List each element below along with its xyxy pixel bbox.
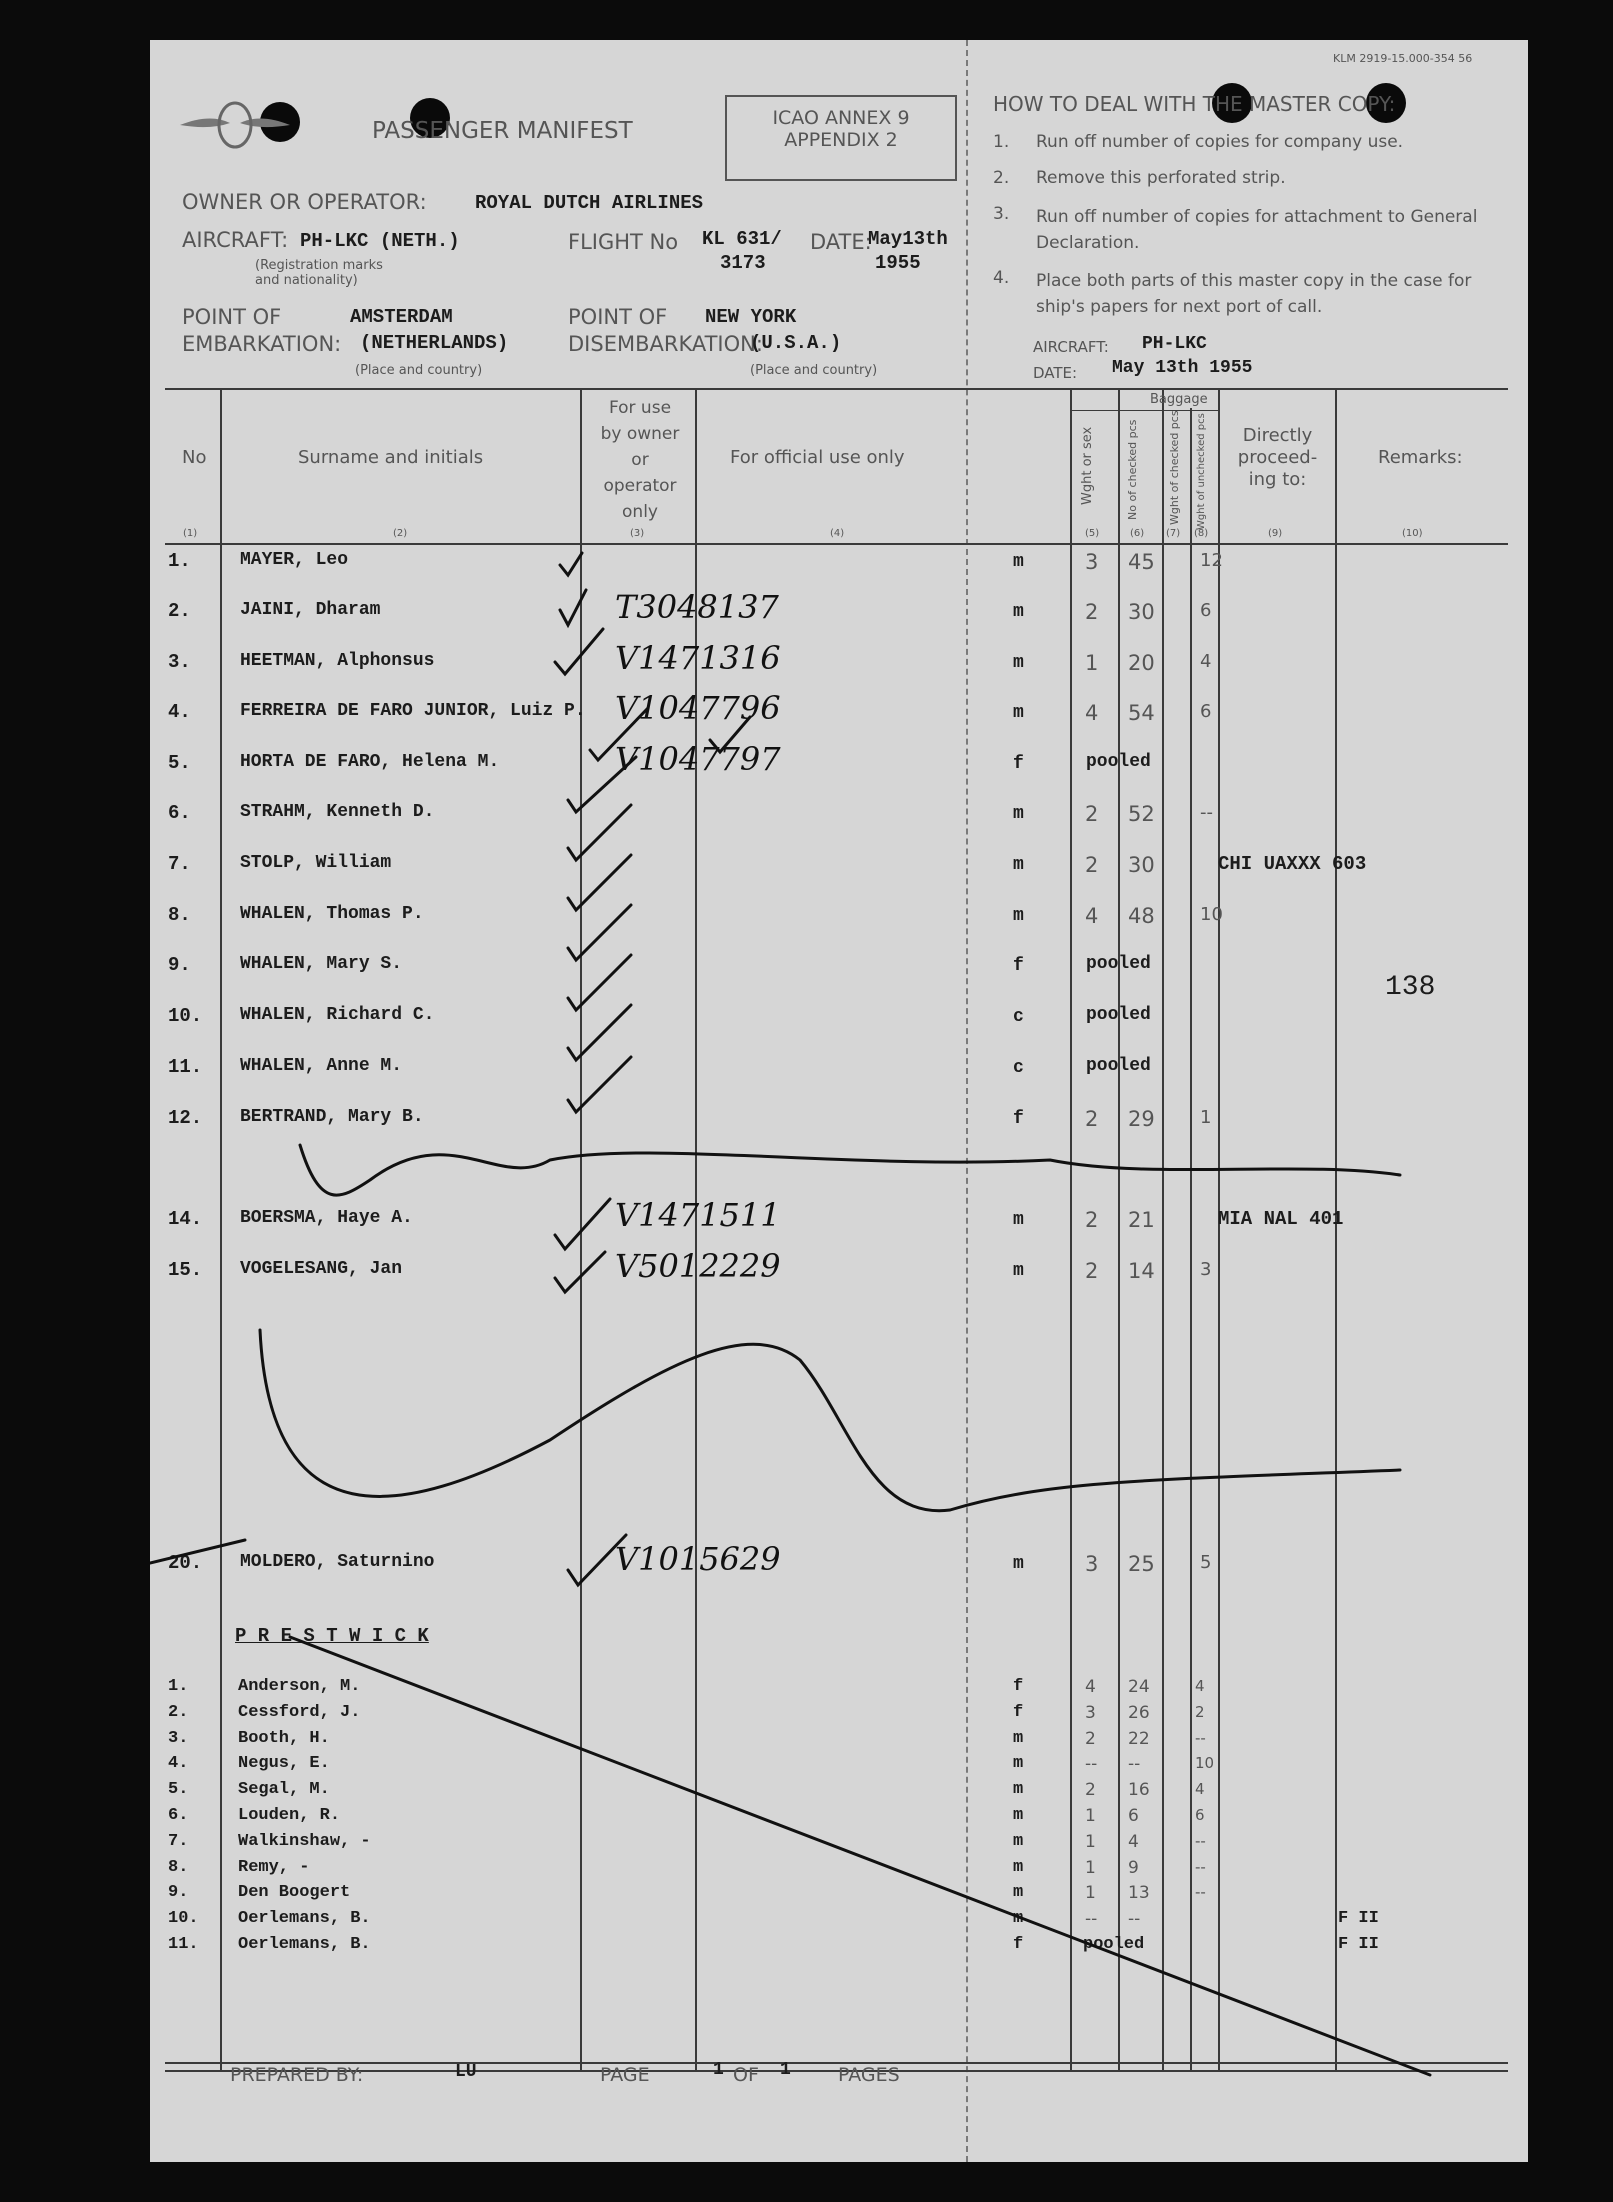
unchecked-weight: 3: [1200, 1259, 1212, 1280]
check-mark-icon: [568, 1535, 626, 1585]
unchecked-weight: 4: [1195, 1780, 1205, 1798]
instruction-num-2: 2.: [993, 168, 1010, 188]
icao-line-2: APPENDIX 2: [784, 129, 898, 151]
col-header-remarks: Remarks:: [1378, 447, 1463, 468]
check-mark-icon: [560, 553, 582, 575]
form-title: PASSENGER MANIFEST: [372, 118, 633, 144]
flight-value: KL 631/: [702, 228, 782, 250]
unchecked-weight: 1: [1200, 1107, 1212, 1128]
check-mark-icon: [568, 955, 631, 1010]
instruction-text-4: Place both parts of this master copy in the case for ship's papers for next port of call.: [1036, 271, 1472, 317]
prepared-by-label: PREPARED BY:: [230, 2064, 364, 2086]
sex-code: m: [1013, 1858, 1024, 1877]
passenger-name: JAINI, Dharam: [240, 600, 381, 620]
owner-use-line: by owner: [600, 424, 680, 444]
embark-label-2: EMBARKATION:: [182, 332, 342, 356]
checked-pieces: 2: [1085, 853, 1099, 877]
col-num: (9): [1268, 528, 1283, 539]
disembark-value-2: (U.S.A.): [750, 332, 842, 354]
checked-pieces: --: [1085, 1909, 1098, 1929]
page-number: 1: [713, 2060, 724, 2080]
sex-code: m: [1013, 552, 1024, 572]
baggage-pooled: pooled: [1086, 1056, 1151, 1076]
check-mark-icon: [710, 717, 750, 752]
col-num: (10): [1402, 528, 1423, 539]
checked-weight: 20: [1128, 651, 1155, 675]
checked-pieces: --: [1085, 1754, 1098, 1774]
checked-weight: 22: [1128, 1729, 1150, 1749]
row-number: 11.: [168, 1935, 199, 1954]
passport-number-handwritten: V1471316: [615, 639, 781, 677]
col-header-checked-wght: Wght of checked pcs: [1168, 410, 1181, 525]
passenger-name: FERREIRA DE FARO JUNIOR, Luiz P.: [240, 701, 586, 721]
col-header-surname: Surname and initials: [298, 447, 484, 468]
passenger-name: MAYER, Leo: [240, 550, 349, 570]
passenger-name: Remy, -: [238, 1858, 310, 1877]
row-number: 6.: [168, 1806, 189, 1825]
disembark-label-1: POINT OF: [568, 305, 668, 329]
unchecked-weight: 5: [1200, 1552, 1212, 1573]
passenger-name: BERTRAND, Mary B.: [240, 1107, 424, 1127]
checked-weight: 14: [1128, 1259, 1155, 1283]
remarks-value: F II: [1338, 1935, 1379, 1954]
check-mark-icon: [568, 757, 636, 812]
row-number: 10.: [168, 1909, 199, 1928]
checked-weight: --: [1128, 1754, 1141, 1774]
checked-pieces: 1: [1085, 1832, 1096, 1852]
ink-strokes: [150, 40, 1528, 2162]
strip-date-label: DATE:: [1033, 364, 1078, 382]
sex-code: m: [1013, 1806, 1024, 1825]
prepared-by-value: LU: [455, 2062, 477, 2082]
row-number: 20.: [168, 1552, 203, 1574]
sex-code: f: [1013, 1677, 1024, 1696]
sex-code: f: [1013, 754, 1024, 774]
unchecked-weight: 12: [1200, 550, 1223, 571]
row-number: 1.: [168, 550, 191, 572]
row-number: 10.: [168, 1005, 203, 1027]
unchecked-weight: 10: [1200, 904, 1223, 925]
passenger-name: MOLDERO, Saturnino: [240, 1552, 435, 1572]
checked-weight: 25: [1128, 1552, 1155, 1576]
sex-code: c: [1013, 1007, 1024, 1027]
prestwick-heading: P R E S T W I C K: [235, 1625, 429, 1647]
checked-pieces: 2: [1085, 1208, 1099, 1232]
instruction-num-1: 1.: [993, 132, 1010, 152]
sex-code: m: [1013, 602, 1024, 622]
checked-weight: 29: [1128, 1107, 1155, 1131]
baggage-pooled: pooled: [1086, 954, 1151, 974]
sex-code: m: [1013, 653, 1024, 673]
sex-code: m: [1013, 1729, 1024, 1748]
passenger-name: WHALEN, Mary S.: [240, 954, 403, 974]
strip-aircraft-value: PH-LKC: [1142, 334, 1207, 354]
baggage-pooled: pooled: [1086, 1005, 1151, 1025]
passenger-name: Cessford, J.: [238, 1703, 361, 1722]
row-number: 9.: [168, 954, 191, 976]
col-header-checked-pcs: No of checked pcs: [1126, 419, 1139, 520]
checked-weight: 54: [1128, 701, 1155, 725]
checked-pieces: 3: [1085, 1703, 1096, 1723]
passenger-name: STRAHM, Kenneth D.: [240, 802, 435, 822]
passenger-name: WHALEN, Richard C.: [240, 1005, 435, 1025]
sex-code: m: [1013, 1261, 1024, 1281]
row-number: 5.: [168, 752, 191, 774]
embark-place-note: (Place and country): [355, 363, 483, 378]
direct-destination: MIA NAL 401: [1218, 1208, 1344, 1230]
instruction-text-2: Remove this perforated strip.: [1036, 168, 1286, 188]
strip-aircraft-label: AIRCRAFT:: [1033, 338, 1109, 356]
unchecked-weight: 2: [1195, 1703, 1205, 1721]
row-number: 12.: [168, 1107, 203, 1129]
sex-code: m: [1013, 703, 1024, 723]
cancel-line: [290, 1637, 1430, 2075]
checked-pieces: 2: [1085, 1780, 1096, 1800]
check-mark-icon: [555, 1252, 605, 1292]
sex-code: m: [1013, 1780, 1024, 1799]
unchecked-weight: 6: [1200, 701, 1212, 722]
sex-code: f: [1013, 1703, 1024, 1722]
col-header-official: For official use only: [730, 447, 905, 468]
instruction-num-4: 4.: [993, 268, 1010, 288]
passenger-name: VOGELESANG, Jan: [240, 1259, 403, 1279]
checked-weight: 21: [1128, 1208, 1155, 1232]
check-mark-icon: [568, 855, 631, 910]
passenger-name: Booth, H.: [238, 1729, 330, 1748]
direct-destination: CHI UAXXX 603: [1218, 853, 1367, 875]
passport-number-handwritten: T3048137: [615, 588, 779, 626]
baggage-pooled: pooled: [1086, 752, 1151, 772]
passenger-name: Oerlemans, B.: [238, 1909, 371, 1928]
row-number: 7.: [168, 853, 191, 875]
checked-weight: 48: [1128, 904, 1155, 928]
passenger-name: Louden, R.: [238, 1806, 341, 1825]
directly-line: proceed-: [1237, 447, 1318, 468]
form-reference-number: KLM 2919-15.000-354 56: [1333, 52, 1473, 65]
checked-weight: 16: [1128, 1780, 1150, 1800]
check-mark-icon: [568, 805, 631, 860]
passport-number-handwritten: V1015629: [615, 1540, 781, 1578]
sex-code: m: [1013, 1832, 1024, 1851]
passenger-name: WHALEN, Thomas P.: [240, 904, 424, 924]
owner-use-line: operator: [603, 476, 677, 496]
row-number: 2.: [168, 1703, 189, 1722]
passenger-name: HEETMAN, Alphonsus: [240, 651, 435, 671]
icao-line-1: ICAO ANNEX 9: [772, 107, 910, 129]
checked-pieces: 2: [1085, 600, 1099, 624]
row-number: 14.: [168, 1208, 203, 1230]
cancel-line: [260, 1330, 1400, 1511]
passenger-name: WHALEN, Anne M.: [240, 1056, 403, 1076]
sex-code: m: [1013, 1909, 1024, 1928]
pages-label: PAGES: [838, 2064, 900, 2086]
checked-pieces: 2: [1085, 1729, 1096, 1749]
unchecked-weight: 10: [1195, 1754, 1215, 1772]
passenger-name: Negus, E.: [238, 1754, 330, 1773]
col-num: (5): [1085, 528, 1100, 539]
col-header-no: No: [182, 447, 207, 468]
sex-code: m: [1013, 906, 1024, 926]
row-number: 15.: [168, 1259, 203, 1281]
unchecked-weight: 4: [1195, 1677, 1205, 1695]
unchecked-weight: --: [1195, 1883, 1206, 1901]
checked-weight: 24: [1128, 1677, 1150, 1697]
instruction-text-1: Run off number of copies for company use.: [1036, 132, 1404, 152]
check-mark-icon: [555, 1199, 610, 1249]
check-mark-icon: [568, 905, 631, 960]
row-number: 4.: [168, 701, 191, 723]
instructions-title: HOW TO DEAL WITH THE MASTER COPY:: [993, 92, 1396, 116]
row-number: 11.: [168, 1056, 203, 1078]
col-header-unchecked-wght: Wght of unchecked pcs: [1196, 413, 1207, 530]
checked-pieces: 4: [1085, 701, 1099, 725]
col-num: (8): [1194, 528, 1209, 539]
row-number: 7.: [168, 1832, 189, 1851]
sex-code: m: [1013, 1554, 1024, 1574]
owner-label: OWNER OR OPERATOR:: [182, 190, 427, 214]
embark-value-1: AMSTERDAM: [350, 306, 453, 328]
checked-weight: 13: [1128, 1883, 1150, 1903]
col-num: (7): [1166, 528, 1181, 539]
sex-code: c: [1013, 1058, 1024, 1078]
disembark-place-note: (Place and country): [750, 363, 878, 378]
passenger-name: Oerlemans, B.: [238, 1935, 371, 1954]
cancel-line: [150, 1540, 245, 1563]
col-num: (6): [1130, 528, 1145, 539]
unchecked-weight: --: [1200, 802, 1213, 823]
disembark-value-1: NEW YORK: [705, 306, 797, 328]
remarks-annotation: 138: [1385, 972, 1436, 1003]
checked-pieces: 3: [1085, 550, 1099, 574]
directly-line: Directly: [1242, 425, 1313, 446]
checked-pieces: 4: [1085, 1677, 1096, 1697]
checked-weight: 30: [1128, 853, 1155, 877]
col-num: (1): [183, 528, 198, 539]
unchecked-weight: --: [1195, 1858, 1206, 1876]
sex-code: f: [1013, 1935, 1024, 1954]
sex-code: m: [1013, 855, 1024, 875]
cancel-line: [300, 1145, 1400, 1195]
instruction-num-3: 3.: [993, 204, 1010, 224]
flight-value-2: 3173: [720, 252, 766, 274]
owner-use-line: only: [622, 502, 658, 522]
row-number: 4.: [168, 1754, 189, 1773]
unchecked-weight: --: [1195, 1729, 1206, 1747]
checked-pieces: 4: [1085, 904, 1099, 928]
checked-weight: 30: [1128, 600, 1155, 624]
checked-weight: 4: [1128, 1832, 1139, 1852]
remarks-value: F II: [1338, 1909, 1379, 1928]
checked-weight: 26: [1128, 1703, 1150, 1723]
unchecked-weight: 6: [1195, 1806, 1205, 1824]
passenger-name: BOERSMA, Haye A.: [240, 1208, 413, 1228]
checked-weight: 9: [1128, 1858, 1139, 1878]
unchecked-weight: 4: [1200, 651, 1212, 672]
aircraft-label: AIRCRAFT:: [182, 228, 289, 252]
check-mark-icon: [555, 629, 603, 674]
col-num: (4): [830, 528, 845, 539]
checked-pieces: 1: [1085, 651, 1099, 675]
check-mark-icon: [568, 1005, 631, 1060]
unchecked-weight: 6: [1200, 600, 1212, 621]
checked-pieces: 3: [1085, 1552, 1099, 1576]
passenger-name: HORTA DE FARO, Helena M.: [240, 752, 500, 772]
manifest-sheet: [150, 40, 1528, 2162]
aircraft-value: PH-LKC (NETH.): [300, 230, 460, 252]
page-label: PAGE: [600, 2064, 650, 2086]
col-num: (2): [393, 528, 408, 539]
col-header-weight-sex: Wght or sex: [1080, 426, 1095, 505]
passport-number-handwritten: V1471511: [615, 1196, 781, 1234]
owner-use-line: or: [631, 450, 649, 470]
date-value-2: 1955: [875, 252, 921, 274]
passenger-name: Anderson, M.: [238, 1677, 361, 1696]
owner-use-line: For use: [608, 398, 672, 418]
checked-weight: 6: [1128, 1806, 1139, 1826]
row-number: 1.: [168, 1677, 189, 1696]
check-mark-icon: [560, 590, 586, 625]
flight-label: FLIGHT No: [568, 230, 679, 254]
sex-code: m: [1013, 1210, 1024, 1230]
disembark-label-2: DISEMBARKATION:: [568, 332, 763, 356]
passenger-name: STOLP, William: [240, 853, 392, 873]
baggage-pooled: pooled: [1083, 1935, 1145, 1954]
passenger-name: Den Boogert: [238, 1883, 351, 1902]
row-number: 8.: [168, 904, 191, 926]
page-total: 1: [780, 2060, 791, 2080]
owner-value: ROYAL DUTCH AIRLINES: [475, 192, 704, 214]
date-value: May13th: [868, 228, 948, 250]
check-mark-icon: [590, 708, 648, 760]
checked-weight: 45: [1128, 550, 1155, 574]
of-label: OF: [733, 2064, 759, 2086]
passenger-name: Segal, M.: [238, 1780, 330, 1799]
directly-line: ing to:: [1248, 469, 1307, 490]
registration-note-1: (Registration marks: [255, 258, 383, 273]
row-number: 6.: [168, 802, 191, 824]
sex-code: m: [1013, 1883, 1024, 1902]
check-mark-icon: [568, 1057, 631, 1112]
checked-pieces: 1: [1085, 1858, 1096, 1878]
passport-number-handwritten: V1047796: [615, 689, 781, 727]
instruction-text-3: Run off number of copies for attachment to General Declaration.: [1036, 207, 1478, 253]
sex-code: f: [1013, 956, 1024, 976]
registration-note-2: and nationality): [255, 273, 358, 288]
checked-pieces: 2: [1085, 802, 1099, 826]
sex-code: f: [1013, 1109, 1024, 1129]
row-number: 3.: [168, 1729, 189, 1748]
sex-code: m: [1013, 804, 1024, 824]
checked-pieces: 2: [1085, 1259, 1099, 1283]
row-number: 8.: [168, 1858, 189, 1877]
unchecked-weight: --: [1195, 1832, 1206, 1850]
row-number: 5.: [168, 1780, 189, 1799]
strip-date-value: May 13th 1955: [1112, 358, 1253, 378]
embark-label-1: POINT OF: [182, 305, 282, 329]
checked-weight: 52: [1128, 802, 1155, 826]
date-label: DATE:: [810, 230, 872, 254]
checked-pieces: 1: [1085, 1806, 1096, 1826]
passenger-name: Walkinshaw, -: [238, 1832, 371, 1851]
passport-number-handwritten: V1047797: [615, 740, 781, 778]
row-number: 3.: [168, 651, 191, 673]
row-number: 2.: [168, 600, 191, 622]
col-header-baggage: Baggage: [1150, 392, 1208, 407]
embark-value-2: (NETHERLANDS): [360, 332, 509, 354]
checked-pieces: 1: [1085, 1883, 1096, 1903]
col-num: (3): [630, 528, 645, 539]
row-number: 9.: [168, 1883, 189, 1902]
checked-pieces: 2: [1085, 1107, 1099, 1131]
sex-code: m: [1013, 1754, 1024, 1773]
checked-weight: --: [1128, 1909, 1141, 1929]
passport-number-handwritten: V5012229: [615, 1247, 781, 1285]
